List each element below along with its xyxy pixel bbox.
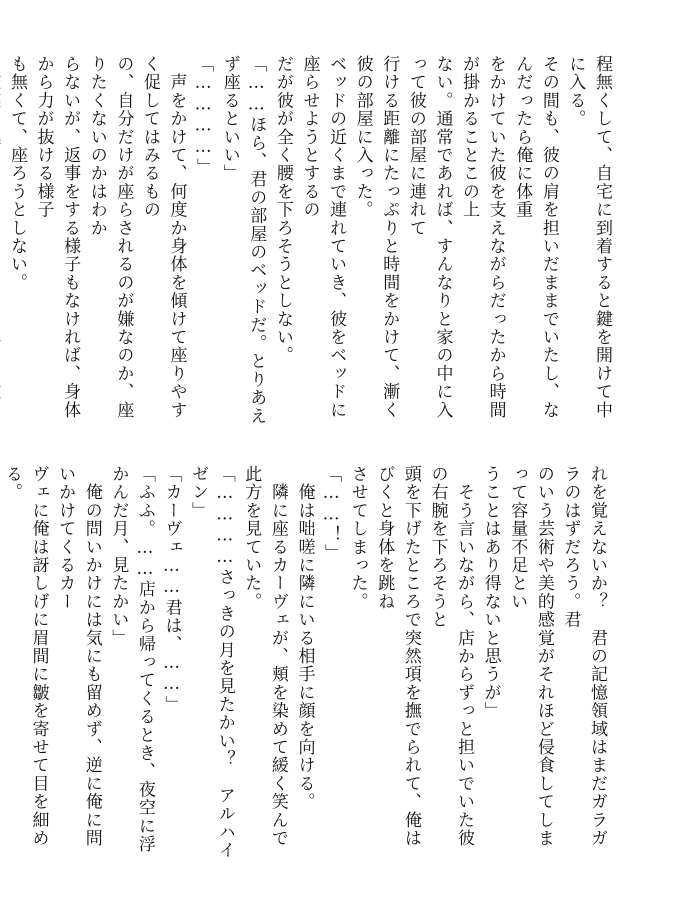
text-line: 俺は咄嗟に隣にいる相手に顔を向ける。 (294, 465, 315, 811)
bottom-text-block (1, 465, 610, 865)
text-line: 「……ほら、君の部屋のベッドだ。とりあえず座るといい」 (219, 55, 267, 425)
text-line: 声をかけて、何度か身体を傾けて座りやすく促してはみるもの (139, 55, 187, 419)
text-line: れを覚えないか？ 君の記憶領域はまだガラガラのはずだろう。君 (560, 465, 607, 848)
text-line: 「……！」 (321, 465, 342, 562)
text-line: のいう芸術や美的感覚がそれほど侵食してしまって容量不足とい (507, 465, 554, 848)
text-line: 俺の問いかけには気にも留めず、逆に俺に問いかけてくるカー (55, 465, 102, 848)
text-line: 隣に座るカーヴェが、頬を染めて緩く笑んで此方を見ていた。 (241, 465, 288, 848)
text-line: 「…………さっきの月を見たかい？ アルハイゼン」 (188, 465, 235, 860)
text-line: ヴェに俺は訝しげに眉間に皺を寄せて目を細める。 (1, 465, 49, 848)
text-line: 行ける距離にたっぷりと時間をかけて、漸く彼の部屋に入った。 (352, 55, 400, 419)
text-line: 頭を下げたところで突然項を撫でられて、俺はびくと身体を跳ね (374, 465, 421, 848)
text-line: 「ふふ。……店から帰ってくるとき、夜空に浮かんだ月、見たかい」 (108, 465, 155, 854)
top-text-block (6, 55, 615, 435)
text-line: ベッドの近くまで連れていき、彼をベッドに座らせようとするの (299, 55, 347, 419)
text-line: 「…………」 (193, 55, 214, 177)
text-line: させてしまった。 (347, 465, 368, 611)
text-line: だが彼が全く腰を下ろそうとしない。 (272, 55, 293, 365)
text-line: そう言いながら、店からずっと担いでいた彼の右腕を下ろそうと (427, 465, 475, 848)
text-line: その間も、彼の肩を担いだままでいたし、なんだったら俺に体重 (512, 55, 559, 419)
text-line: ない。通常であれば、すんなりと家の中に入って彼の部屋に連れて (405, 55, 453, 419)
text-line: 程無くして、自宅に到着すると鍵を開けて中に入る。 (565, 55, 612, 419)
text-line: をかけていた彼を支えながらだったから時間が掛かることこの上 (459, 55, 506, 419)
text-line: も無くて、座ろうとしない。 (6, 55, 27, 292)
text-line: 「カーヴェ……君は、……」 (161, 465, 182, 714)
text-line: うことはあり得ないと思うが」 (480, 465, 501, 720)
text-line: らないが、返事をする様子もなければ、身体から力が抜ける様子 (33, 55, 81, 419)
text-line (0, 55, 3, 435)
text-line: の、自分だけが座らされるのが嫌なのか、座りたくないのかはわか (86, 55, 134, 419)
